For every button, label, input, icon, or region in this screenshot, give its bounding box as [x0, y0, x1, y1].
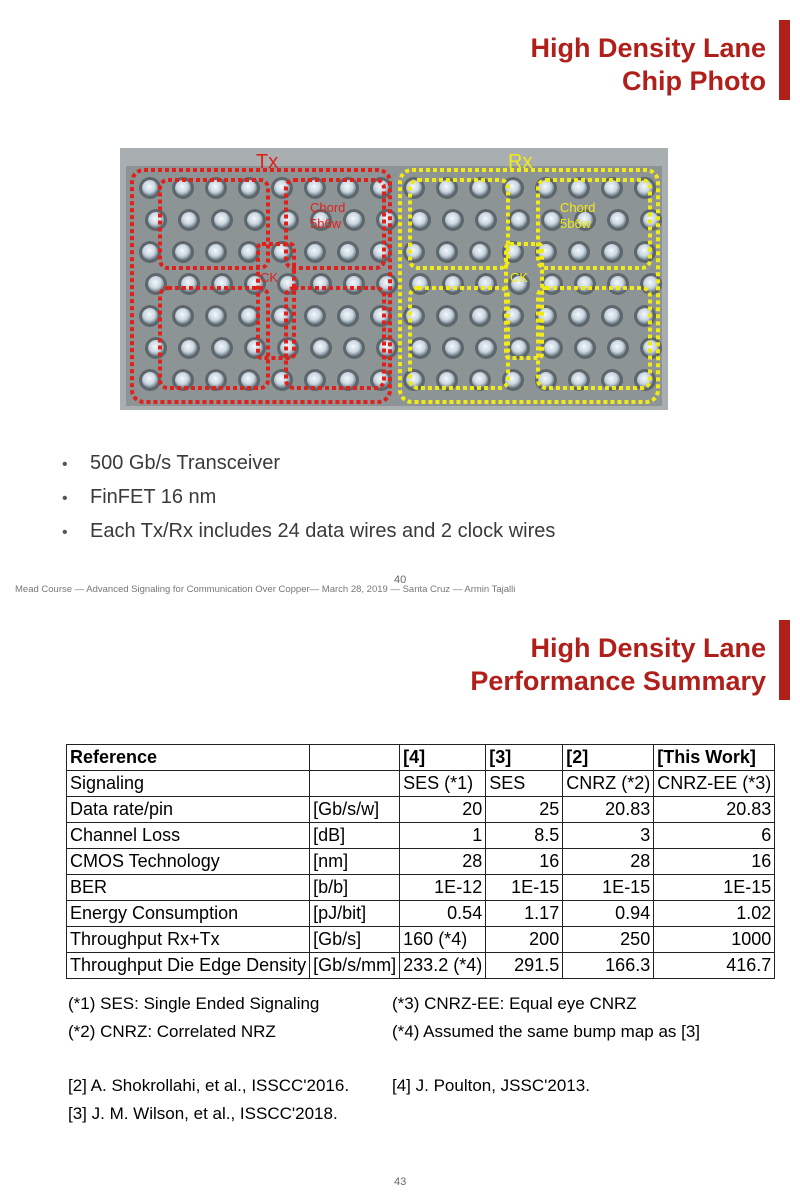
table-cell: Throughput Die Edge Density [67, 953, 310, 979]
bump [472, 244, 488, 260]
table-cell: CMOS Technology [67, 849, 310, 875]
bump [214, 340, 230, 356]
bump [406, 372, 422, 388]
bump [340, 372, 356, 388]
tx-clock-label: CK [260, 270, 279, 285]
bullet-dot-icon: • [62, 456, 68, 473]
table-cell: 233.2 (*4) [400, 953, 486, 979]
bump [571, 180, 587, 196]
table-cell: [dB] [310, 823, 400, 849]
bump [604, 308, 620, 324]
table-cell: Energy Consumption [67, 901, 310, 927]
slide2-page-number: 43 [394, 1176, 407, 1188]
bullet-list [62, 446, 555, 548]
bump [445, 340, 461, 356]
table-cell: 20 [400, 797, 486, 823]
table-cell: Channel Loss [67, 823, 310, 849]
table-cell: 25 [486, 797, 563, 823]
table-cell: 20.83 [563, 797, 654, 823]
bump [439, 180, 455, 196]
rx-label: Rx [508, 151, 533, 173]
table-cell: 0.94 [563, 901, 654, 927]
chip-photo [120, 148, 668, 410]
slide2-title-line2: Performance Summary [470, 666, 766, 696]
table-cell: 160 (*4) [400, 927, 486, 953]
table-header-cell: [3] [486, 745, 563, 771]
bump [373, 244, 389, 260]
table-cell: 1E-15 [654, 875, 775, 901]
bump [175, 372, 191, 388]
table-header-cell [310, 745, 400, 771]
bump [241, 180, 257, 196]
bump [175, 308, 191, 324]
table-cell: 1000 [654, 927, 775, 953]
bump [571, 308, 587, 324]
bump [472, 372, 488, 388]
table-cell: 1E-15 [563, 875, 654, 901]
bump [208, 244, 224, 260]
bump [346, 340, 362, 356]
table-row [67, 875, 775, 901]
table-header-cell: Reference [67, 745, 310, 771]
bump [280, 212, 296, 228]
table-header-cell: [2] [563, 745, 654, 771]
table-row [67, 901, 775, 927]
table-cell: 416.7 [654, 953, 775, 979]
bump [478, 340, 494, 356]
table-cell: 16 [486, 849, 563, 875]
table-header-cell: [This Work] [654, 745, 775, 771]
tx-label: Tx [256, 151, 279, 173]
table-cell: Throughput Rx+Tx [67, 927, 310, 953]
slide2-title [470, 632, 766, 698]
reference-3: [3] J. M. Wilson, et al., ISSCC'2018. [68, 1104, 338, 1123]
bump [241, 244, 257, 260]
bump [544, 212, 560, 228]
table-cell: CNRZ-EE (*3) [654, 771, 775, 797]
table-cell: CNRZ (*2) [563, 771, 654, 797]
bump [313, 340, 329, 356]
bump [544, 340, 560, 356]
table-cell: 0.54 [400, 901, 486, 927]
bump [247, 212, 263, 228]
bump [307, 372, 323, 388]
table-row [67, 953, 775, 979]
bump [511, 212, 527, 228]
bump [439, 372, 455, 388]
table-cell: [nm] [310, 849, 400, 875]
table-header-row [67, 745, 775, 771]
table-header-cell: [4] [400, 745, 486, 771]
bump [307, 180, 323, 196]
bump [571, 244, 587, 260]
bump [472, 308, 488, 324]
bullet-dot-icon: • [62, 524, 68, 541]
table-cell: 16 [654, 849, 775, 875]
chip-photo-drawing [120, 148, 668, 410]
bump [610, 340, 626, 356]
table-cell: 1.02 [654, 901, 775, 927]
bullet-dot-icon: • [62, 490, 68, 507]
bump [208, 372, 224, 388]
bump [571, 372, 587, 388]
bullet-text: 500 Gb/s Transceiver [90, 452, 281, 474]
reference-4: [4] J. Poulton, JSSC'2013. [392, 1076, 590, 1095]
bump [247, 340, 263, 356]
table-cell: 3 [563, 823, 654, 849]
bump [181, 340, 197, 356]
rx-chord-label: Chord [560, 200, 596, 215]
slide2-title-accent-bar [779, 620, 790, 700]
bump [604, 372, 620, 388]
footnote-cnrz: (*2) CNRZ: Correlated NRZ [68, 1022, 276, 1041]
slide1-footer: Mead Course — Advanced Signaling for Communication Over Copper— March 28, 2019 — Santa Cruz — Armin Tajalli [15, 584, 516, 595]
bump [346, 212, 362, 228]
bump [511, 340, 527, 356]
bump [307, 308, 323, 324]
tx-chord-code-label: 5b6w [310, 216, 342, 231]
bump [340, 308, 356, 324]
bump [412, 340, 428, 356]
table-row [67, 771, 775, 797]
bump [472, 180, 488, 196]
bump [439, 308, 455, 324]
bump [604, 180, 620, 196]
bump [214, 212, 230, 228]
tx-chord-label: Chord [310, 200, 346, 215]
table-cell [310, 771, 400, 797]
bullet-text: FinFET 16 nm [90, 486, 217, 508]
footnote-cnrz-ee: (*3) CNRZ-EE: Equal eye CNRZ [392, 994, 637, 1013]
table-cell: 1E-12 [400, 875, 486, 901]
table-cell: 200 [486, 927, 563, 953]
bump [373, 308, 389, 324]
bullet-item [62, 446, 555, 480]
table-cell: 166.3 [563, 953, 654, 979]
bump [340, 244, 356, 260]
table-cell: 1.17 [486, 901, 563, 927]
footnote-ses: (*1) SES: Single Ended Signaling [68, 994, 320, 1013]
bump [478, 212, 494, 228]
table-cell: 291.5 [486, 953, 563, 979]
table-cell: 28 [400, 849, 486, 875]
slide1-title [530, 32, 766, 98]
table-row [67, 849, 775, 875]
table-cell: Data rate/pin [67, 797, 310, 823]
bump [241, 372, 257, 388]
bullet-item [62, 514, 555, 548]
bump [208, 308, 224, 324]
table-cell: Signaling [67, 771, 310, 797]
slide1-title-line2: Chip Photo [622, 66, 766, 96]
bump [379, 340, 395, 356]
table-cell: BER [67, 875, 310, 901]
table-cell: [b/b] [310, 875, 400, 901]
bump [307, 244, 323, 260]
reference-2: [2] A. Shokrollahi, et al., ISSCC'2016. [68, 1076, 350, 1095]
bump [340, 180, 356, 196]
bullet-text: Each Tx/Rx includes 24 data wires and 2 clock wires [90, 520, 556, 542]
table-cell: [Gb/s/w] [310, 797, 400, 823]
table-cell: 1 [400, 823, 486, 849]
performance-table [66, 744, 775, 979]
table-cell: 8.5 [486, 823, 563, 849]
slide2-title-line1: High Density Lane [530, 633, 766, 663]
table-cell: 20.83 [654, 797, 775, 823]
bump [175, 180, 191, 196]
table-row [67, 823, 775, 849]
bullet-item [62, 480, 555, 514]
bump [274, 372, 290, 388]
bump [208, 180, 224, 196]
bump [610, 212, 626, 228]
bump [439, 244, 455, 260]
table-cell: 1E-15 [486, 875, 563, 901]
bump [538, 372, 554, 388]
table-cell: 28 [563, 849, 654, 875]
bump [241, 308, 257, 324]
slide1-title-line1: High Density Lane [530, 33, 766, 63]
table-cell: 250 [563, 927, 654, 953]
table-cell: [Gb/s/mm] [310, 953, 400, 979]
slide1-page-number: 40 [394, 574, 407, 586]
bump [142, 372, 158, 388]
bump [604, 244, 620, 260]
bump [142, 180, 158, 196]
bump [445, 212, 461, 228]
table-cell: 6 [654, 823, 775, 849]
bump [142, 308, 158, 324]
bump [181, 212, 197, 228]
table-cell: SES [486, 771, 563, 797]
rx-clock-label: CK [510, 270, 529, 285]
bump [577, 340, 593, 356]
table-cell: [Gb/s] [310, 927, 400, 953]
slide1-title-accent-bar [779, 20, 790, 100]
rx-chord-code-label: 5b6w [560, 216, 592, 231]
bump [412, 212, 428, 228]
table-cell: [pJ/bit] [310, 901, 400, 927]
table-cell: SES (*1) [400, 771, 486, 797]
bump [379, 212, 395, 228]
bump [142, 244, 158, 260]
table-row [67, 797, 775, 823]
table-row [67, 927, 775, 953]
footnote-bump-map: (*4) Assumed the same bump map as [3] [392, 1022, 701, 1041]
bump [175, 244, 191, 260]
